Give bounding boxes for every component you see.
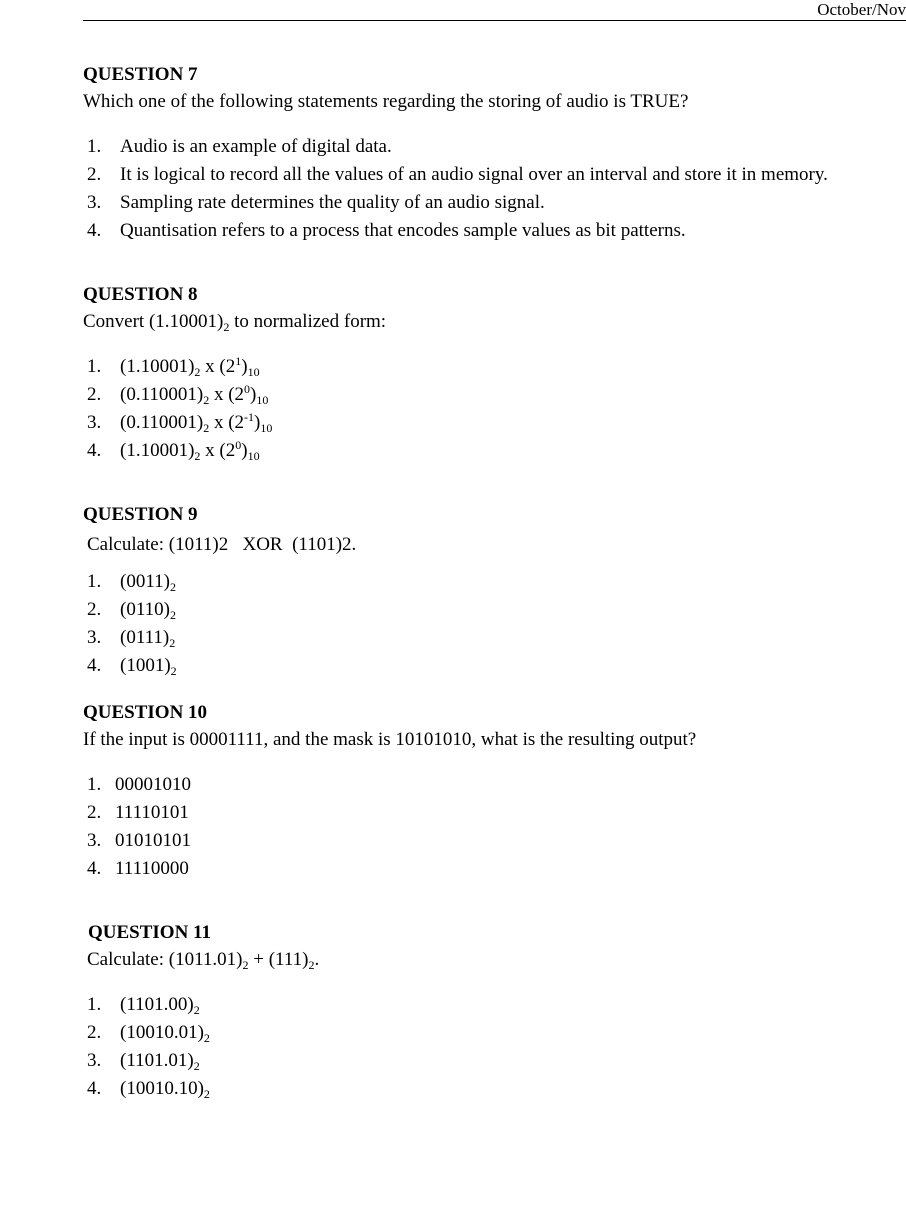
option: 4. $(1001)_2$ — [87, 655, 177, 678]
question-title: QUESTION 7 — [83, 64, 198, 85]
options-list — [83, 568, 356, 680]
option: 4. Quantisation refers to a process that encodes sample values as bit patterns. — [87, 220, 686, 241]
option: 1. Audio is an example of digital data. — [87, 136, 392, 157]
question-11 — [83, 922, 319, 1103]
option: 4. $(1.10001)_2$ x $(2^0)_{10}$ — [87, 438, 260, 463]
option: 2. $(0.110001)_2$ x $(2^0)_{10}$ — [87, 382, 269, 407]
options-list — [83, 133, 828, 245]
option: 1. $(1101.00)_2$ — [87, 994, 200, 1017]
question-title: QUESTION 9 — [83, 504, 198, 525]
option: 3. $(0.110001)_2$ x $(2^{-1})_{10}$ — [87, 410, 273, 435]
option: 3. $(1101.01)_2$ — [87, 1050, 200, 1073]
question-7 — [83, 64, 828, 245]
header-rule — [83, 20, 906, 21]
option: 4. 11110000 — [87, 858, 189, 879]
question-9 — [83, 504, 356, 680]
page-header: October/Nov — [817, 0, 906, 19]
question-prompt: Which one of the following statements regarding the storing of audio is TRUE? — [83, 91, 689, 112]
question-prompt: If the input is 00001111, and the mask is 10101010, what is the resulting output? — [83, 729, 697, 750]
option: 3. $(0111)_2$ — [87, 627, 176, 650]
question-title: QUESTION 11 — [88, 922, 212, 943]
option: 2. $(0110)_2$ — [87, 599, 176, 622]
options-list — [83, 991, 319, 1103]
option: 2. 11110101 — [87, 802, 189, 823]
option: 2. It is logical to record all the values of an audio signal over an interval and store it in memory. — [87, 164, 828, 185]
options-list — [83, 771, 696, 883]
question-title: QUESTION 8 — [83, 284, 198, 305]
question-prompt: Convert $(1.10001)_2$ to normalized form: — [83, 311, 387, 334]
option: 3. Sampling rate determines the quality of an audio signal. — [87, 192, 545, 213]
options-list — [83, 353, 386, 465]
question-8 — [83, 284, 386, 465]
option: 2. $(10010.01)_2$ — [87, 1022, 210, 1045]
question-10 — [83, 702, 696, 883]
option: 1. 00001010 — [87, 774, 191, 795]
question-title: QUESTION 10 — [83, 702, 208, 723]
question-prompt: Calculate: (1011)2 XOR (1101)2. — [87, 534, 357, 555]
option: 4. $(10010.10)_2$ — [87, 1078, 210, 1101]
option: 3. 01010101 — [87, 830, 191, 851]
question-prompt: Calculate: $(1011.01)_2 + (111)_2$. — [87, 949, 320, 972]
option: 1. $(1.10001)_2$ x $(2^1)_{10}$ — [87, 354, 260, 379]
option: 1. $(0011)_2$ — [87, 571, 176, 594]
